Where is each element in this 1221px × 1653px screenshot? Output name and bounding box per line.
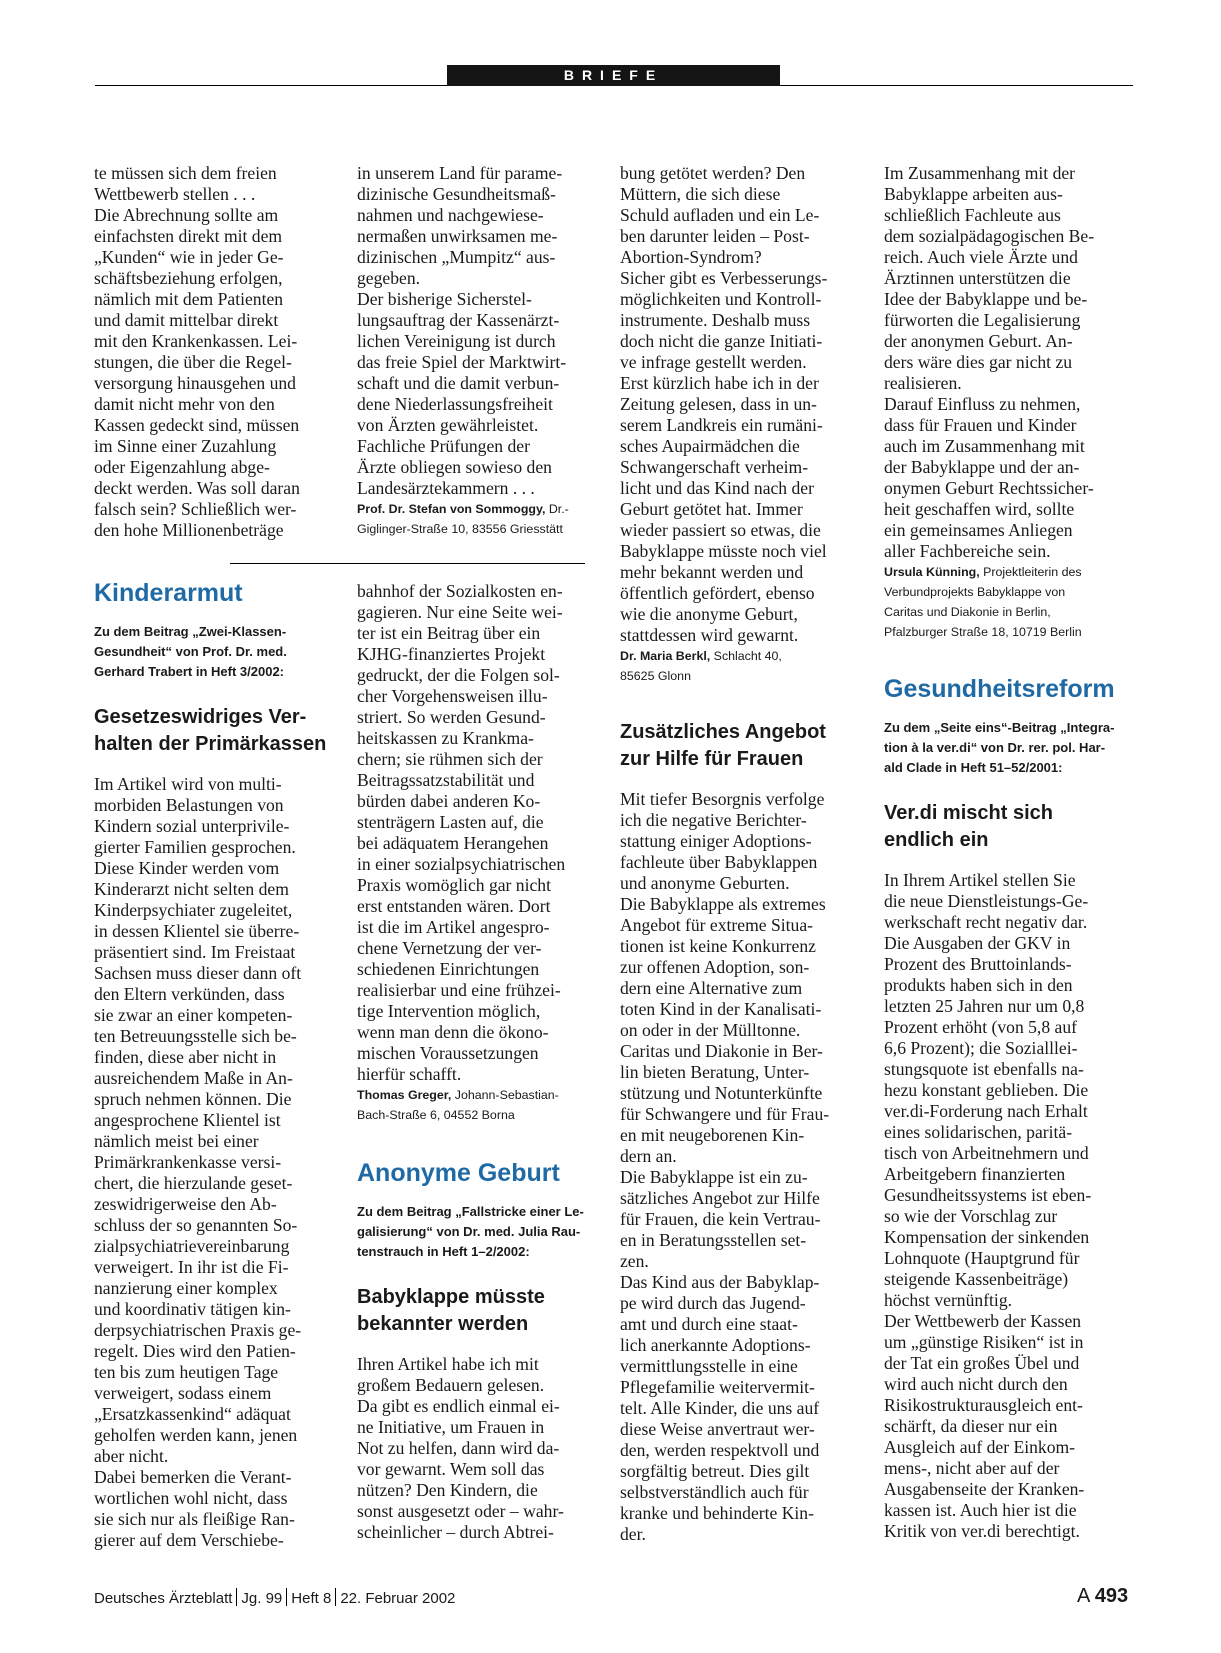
footer: [94, 1588, 455, 1609]
section-divider: [230, 563, 585, 564]
page-number: [1077, 1584, 1128, 1608]
signature-kuenning: [884, 562, 1122, 642]
body-kinderarmut-continued: bahnhof der Sozialkosten en- gagieren. Nur eine Seite wei- ter ist ein Beitrag über ein KJHG-finanziertes Projekt gedruckt, der die Folgen sol- cher Vorgehensweisen illu- striert. So werden Gesund- heitskassen zu Krankma- chern; sie rühmen sich der Beitragssatzstabilität und bürden dabei anderen Ko- stenträgern Lasten auf, die bei adäquatem Herangehen in einer sozialpsychiatrischen Praxis womöglich gar nicht erst entstanden wären. Dort ist die im Artikel angespro- chene Vernetzung der ver- schiedenen Einrichtungen realisierbar und eine frühzei- tige Intervention möglich, wenn man denn die ökono- mischen Voraussetzungen hierfür schafft.: [357, 581, 566, 1084]
signature-sommoggy-address: Dr.- Giglinger-Straße 10, 83556 Griesstätt: [357, 502, 569, 536]
section-header: BRIEFE: [447, 65, 780, 86]
signature-kuenning-name: Ursula Künning,: [884, 565, 980, 579]
headline-verdi: Ver.di mischt sich endlich ein: [884, 802, 1053, 851]
signature-sommoggy-name: Prof. Dr. Stefan von Sommoggy,: [357, 502, 546, 516]
footer-separator: [236, 1588, 237, 1606]
body-zusaetzliches-angebot-continued: Im Zusammenhang mit der Babyklappe arbeiten aus- schließlich Fachleute aus dem sozialpädagogischen Be- reich. Auch viele Ärzte und Ärztinnen unterstützen die Idee der Babyklappe und be- fürworten die Legalisierung der anonymen Geburt. An- ders wäre dies gar nicht zu realisieren. Darauf Einfluss zu nehmen, dass für Frauen und Kinder auch im Zusammenhang mit der Babyklappe und der an- onymen Geburt Rechtssicher- heit geschaffen wird, sollte ein gemeinsames Anliegen aller Fachbereiche sein.: [884, 163, 1095, 561]
page-prefix: A: [1077, 1585, 1090, 1607]
footer-journal: Deutsches Ärzteblatt: [94, 1590, 233, 1607]
footer-separator: [335, 1588, 336, 1606]
signature-kuenning-address: Projektleiterin des Verbundprojekts Babyklappe von Caritas und Diakonie in Berlin, Pfalzburger Straße 18, 10719 Berlin: [884, 565, 1082, 639]
headline-babyklappe: Babyklappe müsste bekannter werden: [357, 1286, 545, 1335]
category-heading-anonyme-geburt: Anonyme Geburt: [357, 1159, 560, 1187]
body-kinderarmut: Im Artikel wird von multi- morbiden Belastungen von Kindern sozial unterprivile- gierter Familien gesprochen. Diese Kinder werden vom Kinderarzt nicht selten dem Kinderpsychiater zugeleitet, in dessen Klientel sie überre- präsentiert sind. Im Freistaat Sachsen muss dieser dann oft den Eltern verkünden, dass sie zwar an einer kompeten- ten Betreuungsstelle sich be- finden, diese aber nicht in ausreichendem Maße in An- spruch nehmen können. Die angesprochene Klientel ist nämlich meist bei einer Primärkrankenkasse versi- chert, die hierzulande geset- zeswidrigerweise den Ab- schluss der so genannten So- zialpsychiatrievereinbarung verweigert. In ihr ist die Fi- nanzierung einer komplex und koordinativ tätigen kin- derpsychiatrischen Praxis ge- regelt. Dies wird den Patien- ten bis zum heutigen Tage verweigert, sodass einem „Ersatzkassenkind“ adäquat geholfen werden kann, jenen aber nicht. Dabei bemerken die Verant- wortlichen wohl nicht, dass sie sich nur als fleißige Ran- gierer auf dem Verschiebe-: [94, 774, 302, 1550]
column-1-continued-text: te müssen sich dem freien Wettbewerb stellen . . . Die Abrechnung sollte am einfachsten direkt mit dem „Kunden“ wie in jeder Ge- schäftsbeziehung erfolgen, nämlich mit dem Patienten und damit mittelbar direkt mit den Krankenkassen. Lei- stungen, die über die Regel- versorgung hinausgehen und damit nicht mehr von den Kassen gedeckt sind, müssen im Sinne einer Zuzahlung oder Eigenzahlung abge- deckt werden. Was soll daran falsch sein? Schließlich wer- den hohe Millionenbeträge: [94, 163, 300, 540]
column-1: [94, 163, 332, 541]
signature-sommoggy: [357, 499, 595, 539]
article-zusaetzliches-angebot: [620, 719, 858, 1545]
column-4: [884, 163, 1122, 642]
footer-issue: Heft 8: [291, 1590, 332, 1607]
article-kinderarmut: [94, 578, 332, 1551]
body-babyklappe: Ihren Artikel habe ich mit großem Bedauern gelesen. Da gibt es endlich einmal ei- ne Initiative, um Frauen in Not zu helfen, dann wird da- vor gewarnt. Wem soll das nützen? Den Kindern, die sonst ausgesetzt oder – wahr- scheinlicher – durch Abtrei-: [357, 1354, 564, 1542]
page-number-value: 493: [1094, 1585, 1129, 1607]
column-2-continued-text: in unserem Land für parame- dizinische Gesundheitsmaß- nahmen und nachgewiese- nermaßen unwirksamen me- dizinischen „Mumpitz“ aus- gegeben. Der bisherige Sicherstel- lungsauftrag der Kassenärzt- lichen Vereinigung ist durch das freie Spiel der Marktwirt- schaft und die damit verbun- dene Niederlassungsfreiheit von Ärzten gewährleistet. Fachliche Prüfungen der Ärzte obliegen sowieso den Landesärztekammern . . .: [357, 163, 567, 498]
signature-greger-name: Thomas Greger,: [357, 1088, 452, 1102]
footer-date: 22. Februar 2002: [340, 1590, 456, 1607]
body-babyklappe-continued: bung getötet werden? Den Müttern, die sich diese Schuld aufladen und ein Le- ben darunter leiden – Post- Abortion-Syndrom? Sicher gibt es Verbesserungs- möglichkeiten und Kontroll- instrumente. Deshalb muss doch nicht die ganze Initiati- ve infrage gestellt werden. Erst kürzlich habe ich in der Zeitung gelesen, dass in un- serem Landkreis ein rumäni- sches Aupairmädchen die Schwangerschaft verheim- licht und das Kind nach der Geburt getötet hat. Immer wieder passiert so etwas, die Babyklappe müsste noch viel mehr bekannt werden und öffentlich gefördert, ebenso wie die anonyme Geburt, stattdessen wird gewarnt.: [620, 163, 828, 645]
headline-kinderarmut: Gesetzeswidriges Ver- halten der Primärkassen: [94, 706, 327, 755]
footer-volume: Jg. 99: [241, 1590, 283, 1607]
reference-gesundheitsreform: Zu dem „Seite eins“-Beitrag „Integra- tion à la ver.di“ von Dr. rer. pol. Har- ald Clade in Heft 51–52/2001:: [884, 720, 1115, 775]
signature-berkl-address: Schlacht 40, 85625 Glonn: [620, 649, 782, 683]
reference-kinderarmut: Zu dem Beitrag „Zwei-Klassen- Gesundheit“ von Prof. Dr. med. Gerhard Trabert in Heft 3/2002:: [94, 624, 287, 679]
body-verdi: In Ihrem Artikel stellen Sie die neue Dienstleistungs-Ge- werkschaft recht negativ dar. Die Ausgaben der GKV in Prozent des Bruttoinlands- produkts haben sich in den letzten 25 Jahren nur um 0,8 Prozent erhöht (von 5,8 auf 6,6 Prozent); die Sozialllei- stungsquote ist ebenfalls na- hezu konstant geblieben. Die ver.di-Forderung nach Erhalt eines solidarischen, paritä- tisch von Arbeitnehmern und Arbeitgebern finanzierten Gesundheitssystems ist eben- so wie der Vorschlag zur Kompensation der sinkenden Lohnquote (Hauptgrund für steigende Kassenbeiträge) höchst vernünftig. Der Wettbewerb der Kassen um „günstige Risiken“ ist in der Tat ein großes Übel und wird auch nicht durch den Risikostrukturausgleich ent- schärft, da dieser nur ein Ausgleich auf der Einkom- mens-, nicht aber auf der Ausgabenseite der Kranken- kassen ist. Auch hier ist die Kritik von ver.di berechtigt.: [884, 870, 1092, 1541]
body-zusaetzliches-angebot: Mit tiefer Besorgnis verfolge ich die negative Berichter- stattung einiger Adoptions- fachleute über Babyklappen und anonyme Geburten. Die Babyklappe als extremes Angebot für extreme Situa- tionen ist keine Konkurrenz zur offenen Adoption, son- dern eine Alternative zum toten Kind in der Kanalisati- on oder in der Mülltonne. Caritas und Diakonie in Ber- lin bieten Beratung, Unter- stützung und Notunterkünfte für Schwangere und für Frau- en mit neugeborenen Kin- dern an. Die Babyklappe ist ein zu- sätzliches Angebot zur Hilfe für Frauen, die kein Vertrau- en in Beratungsstellen set- zen. Das Kind aus der Babyklap- pe wird durch das Jugend- amt und durch eine staat- lich anerkannte Adoptions- vermittlungsstelle in eine Pflegefamilie weitervermit- telt. Alle Kinder, die uns auf diese Weise anvertraut wer- den, werden respektvoll und sorgfältig betreut. Dies gilt selbstverständlich auch für kranke und behinderte Kin- der.: [620, 789, 830, 1544]
footer-separator: [286, 1588, 287, 1606]
signature-greger: [357, 1085, 595, 1125]
category-heading-kinderarmut: Kinderarmut: [94, 579, 243, 607]
column-2-middle: [357, 581, 595, 1125]
category-heading-gesundheitsreform: Gesundheitsreform: [884, 675, 1115, 703]
signature-berkl-name: Dr. Maria Berkl,: [620, 649, 711, 663]
signature-berkl: [620, 646, 858, 686]
column-3: [620, 163, 858, 686]
signature-greger-address: Johann-Sebastian- Bach-Straße 6, 04552 Borna: [357, 1088, 559, 1122]
reference-anonyme-geburt: Zu dem Beitrag „Fallstricke einer Le- galisierung“ von Dr. med. Julia Rau- tenstrauch in Heft 1–2/2002:: [357, 1204, 584, 1259]
article-anonyme-geburt: [357, 1158, 595, 1543]
column-2: [357, 163, 595, 539]
article-gesundheitsreform: [884, 674, 1122, 1542]
headline-zusaetzliches-angebot: Zusätzliches Angebot zur Hilfe für Frauen: [620, 721, 826, 770]
